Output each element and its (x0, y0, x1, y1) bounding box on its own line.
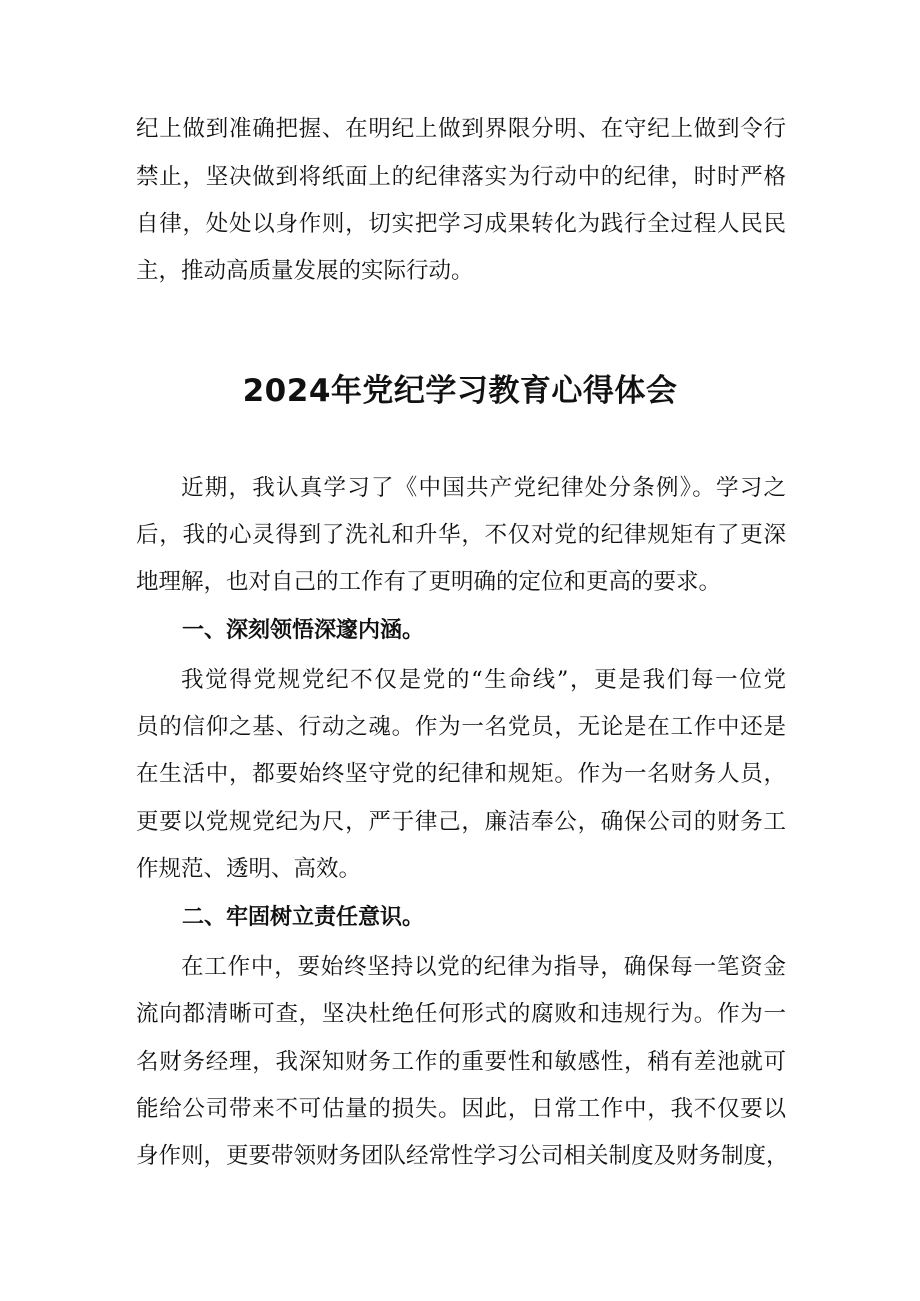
section-heading: 二、牢固树立责任意识。 (182, 905, 425, 930)
paragraph-line: 更要以党规党纪为尺，严于律己，廉洁奉公，确保公司的财务工 (136, 809, 786, 835)
paragraph-line: 自律，处处以身作则，切实把学习成果转化为践行全过程人民民 (136, 211, 786, 237)
paragraph-line: 后，我的心灵得到了洗礼和升华，不仅对党的纪律规矩有了更深 (136, 522, 786, 548)
paragraph-line: 主，推动高质量发展的实际行动。 (136, 258, 474, 284)
paragraph-line: 能给公司带来不可估量的损失。因此，日常工作中，我不仅要以 (136, 1096, 786, 1122)
section-heading: 一、深刻领悟深邃内涵。 (182, 618, 425, 643)
paragraph-line: 员的信仰之基、行动之魂。作为一名党员，无论是在工作中还是 (136, 714, 786, 740)
paragraph-line: 名财务经理，我深知财务工作的重要性和敏感性，稍有差池就可 (136, 1049, 786, 1075)
article-title: 2024年党纪学习教育心得体会 (242, 373, 678, 409)
paragraph-line: 身作则，更要带领财务团队经常性学习公司相关制度及财务制度， (136, 1143, 789, 1169)
paragraph-line: 流向都清晰可查，坚决杜绝任何形式的腐败和违规行为。作为一 (136, 1001, 786, 1027)
paragraph-line: 我觉得党规党纪不仅是党的“生命线”，更是我们每一位党 (181, 667, 786, 693)
paragraph-line: 禁止，坚决做到将纸面上的纪律落实为行动中的纪律，时时严格 (136, 164, 786, 190)
paragraph-line: 在生活中，都要始终坚守党的纪律和规矩。作为一名财务人员， (136, 761, 786, 787)
paragraph-line: 近期，我认真学习了《中国共产党纪律处分条例》。学习之 (181, 475, 786, 501)
paragraph-line: 在工作中，要始终坚持以党的纪律为指导，确保每一笔资金 (181, 954, 786, 980)
paragraph-line: 纪上做到准确把握、在明纪上做到界限分明、在守纪上做到令行 (136, 116, 786, 142)
paragraph-line: 作规范、透明、高效。 (136, 856, 362, 882)
paragraph-line: 地理解，也对自己的工作有了更明确的定位和更高的要求。 (136, 569, 722, 595)
